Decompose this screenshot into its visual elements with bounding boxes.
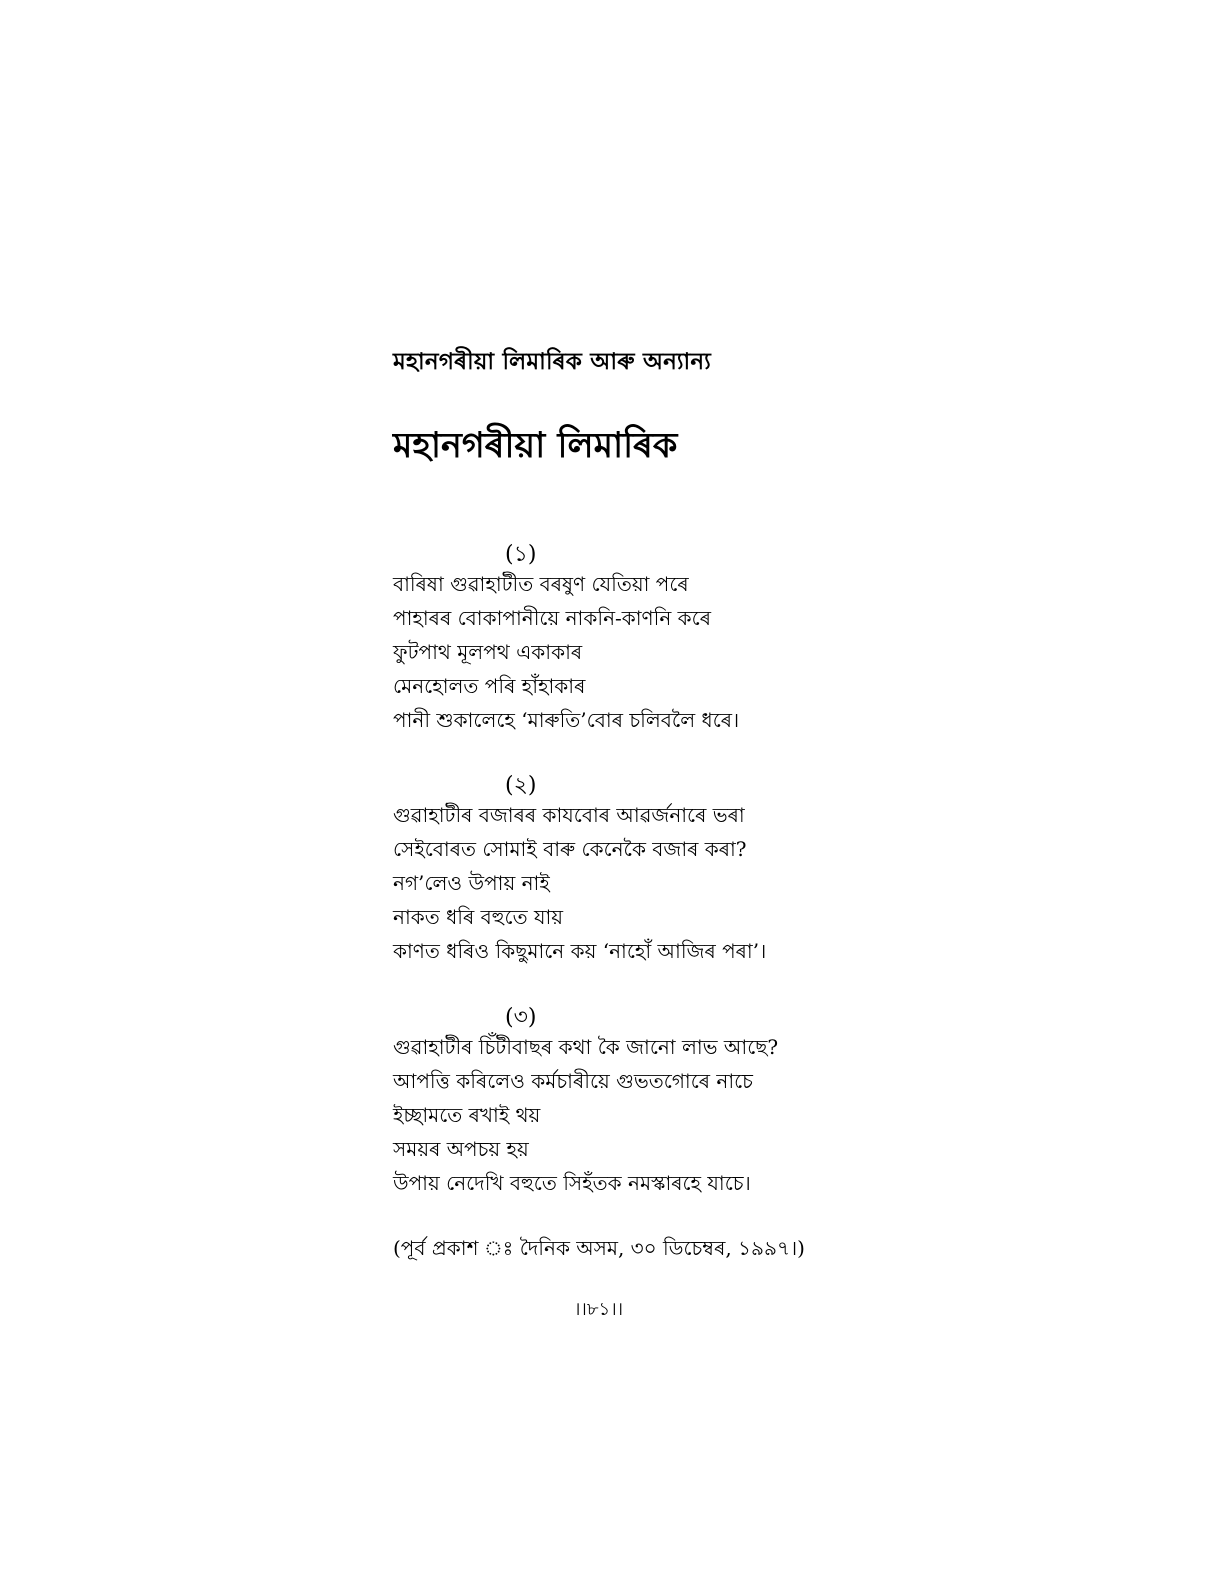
page-number: ।।৮১।। [574, 1299, 624, 1320]
verse-line: ইচ্ছামতে ৰখাই থয় [393, 1103, 541, 1127]
verse-line: পানী শুকালেহে ‘মাৰুতি’বোৰ চলিবলৈ ধৰে। [393, 708, 740, 732]
verse-line: বাৰিষা গুৱাহাটীত বৰষুণ যেতিয়া পৰে [393, 572, 689, 596]
verse-line: গুৱাহাটীৰ চিঁটীবাছৰ কথা কৈ জানো লাভ আছে? [393, 1035, 779, 1059]
verse-line: ফুটপাথ মূলপথ একাকাৰ [393, 640, 583, 664]
verse-line: নাকত ধৰি বহুতে যায় [393, 905, 564, 929]
verse-line: উপায় নেদেখি বহুতে সিহঁতক নমস্কাৰহে যাচে। [393, 1171, 751, 1195]
stanza-number: (১) [505, 542, 537, 567]
verse-line: গুৱাহাটীৰ বজাৰৰ কাযবোৰ আৱৰ্জনাৰে ভৰা [393, 803, 745, 827]
verse-line: পাহাৰৰ বোকাপানীয়ে নাকনি-কাণনি কৰে [393, 606, 711, 630]
stanza-number: (৩) [505, 1005, 537, 1030]
verse-line: নগ’লেও উপায় নাই [393, 871, 550, 895]
verse-line: আপত্তি কৰিলেও কৰ্মচাৰীয়ে গুভতগোৰে নাচে [393, 1069, 753, 1093]
verse-line: সেইবোৰত সোমাই বাৰু কেনেকৈ বজাৰ কৰা? [393, 837, 747, 861]
verse-line: সময়ৰ অপচয় হয় [393, 1137, 529, 1161]
running-title: মহানগৰীয়া লিমাৰিক আৰু অন্যান্য [393, 348, 712, 375]
verse-line: কাণত ধৰিও কিছুমানে কয় ‘নাহোঁ আজিৰ পৰা’। [393, 939, 767, 963]
poem-title: মহানগৰীয়া লিমাৰিক [393, 425, 678, 466]
publication-note: (পূৰ্ব প্ৰকাশ ঃ দৈনিক অসম, ৩০ ডিচেম্বৰ, ১৯৯৭।) [393, 1236, 805, 1260]
verse-line: মেনহোলত পৰি হাঁহাকাৰ [393, 674, 586, 698]
stanza-number: (২) [505, 773, 537, 798]
